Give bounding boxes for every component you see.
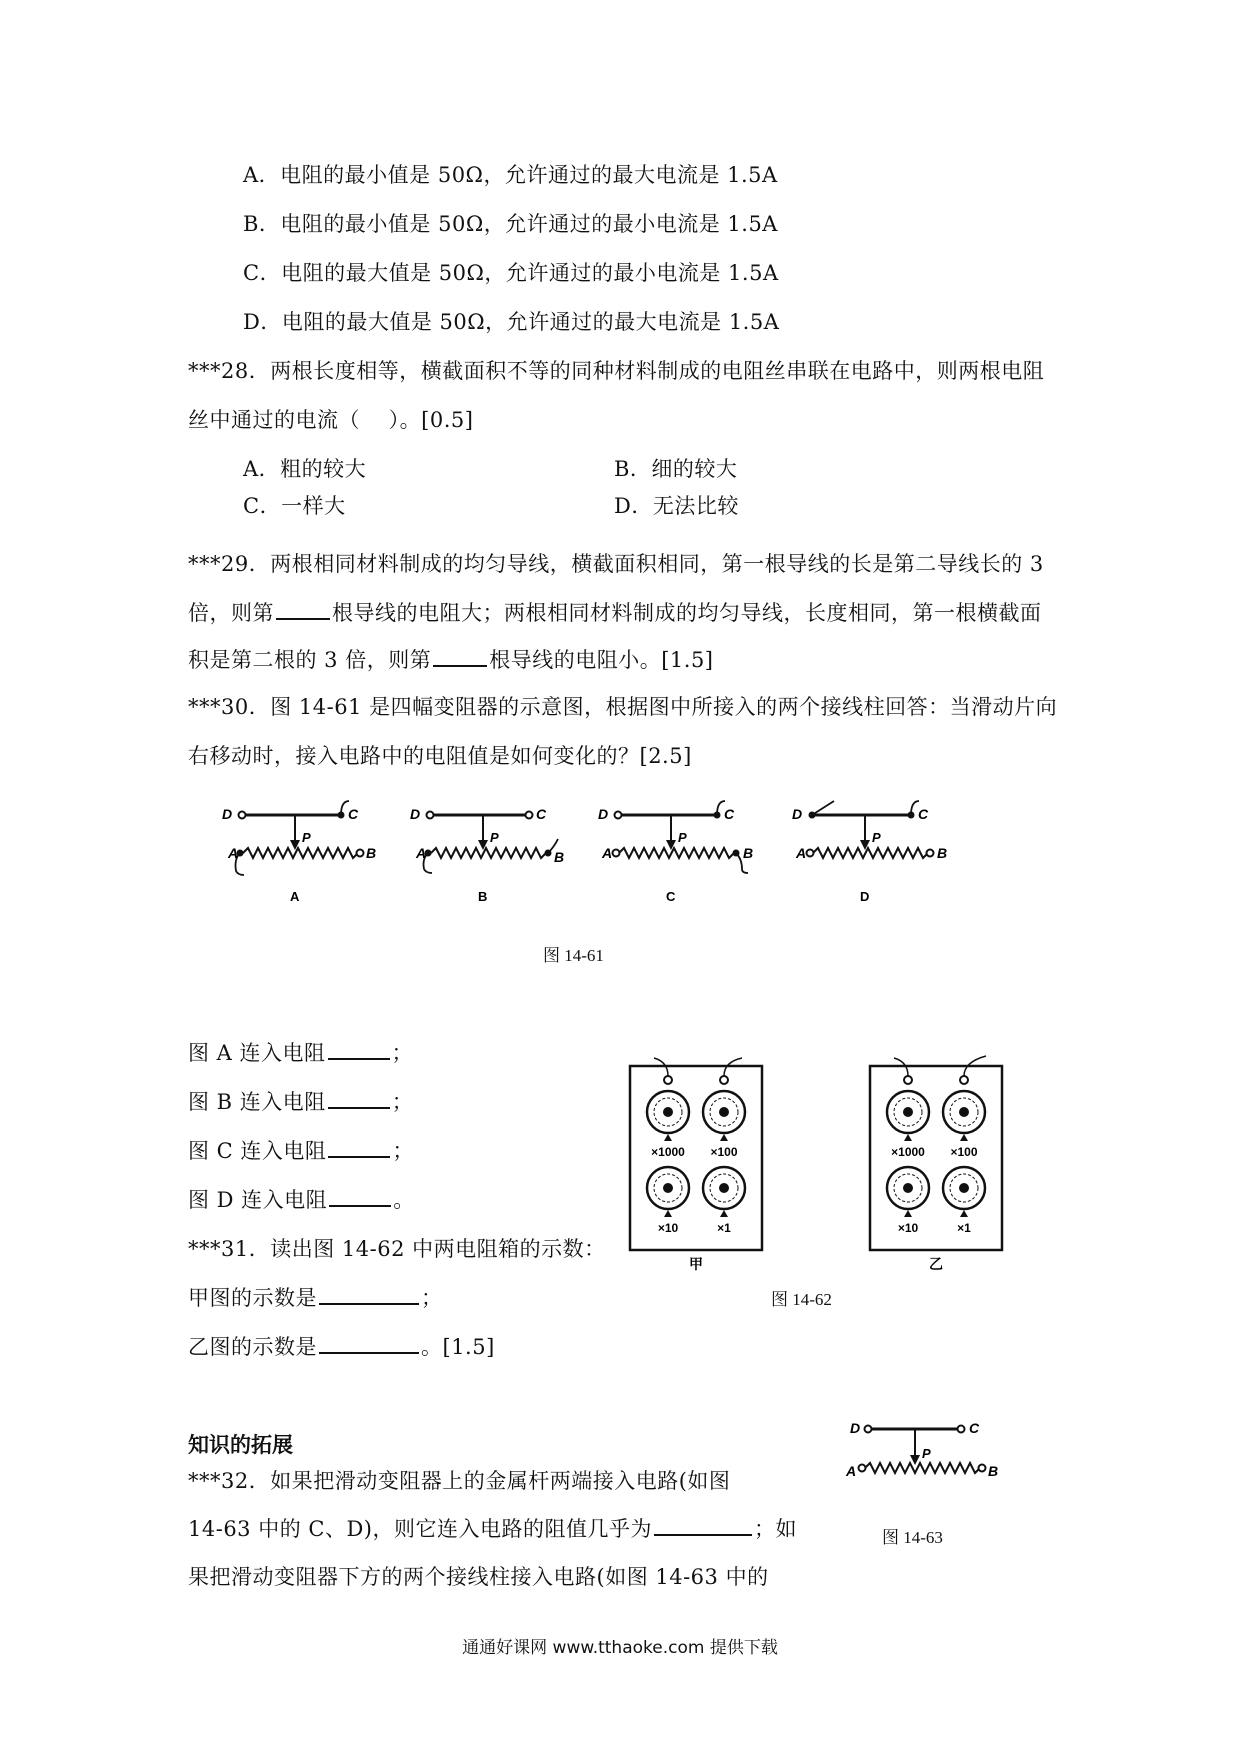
terminal-b-label: B xyxy=(743,845,754,861)
terminal-b-label: B xyxy=(988,1463,999,1479)
q29-line-2-end: 根导线的电阻大；两根相同材料制成的均匀导线，长度相同，第一根横截面 xyxy=(332,601,1042,625)
box-frame xyxy=(630,1066,762,1250)
terminal-a-label: A xyxy=(846,1463,857,1479)
rheostat-label: B xyxy=(478,889,488,904)
slider-p-label: P xyxy=(678,830,687,845)
dial-knob-icon xyxy=(959,1107,969,1117)
q28-option-a: A．粗的较大 xyxy=(243,457,367,481)
wire-d xyxy=(812,801,834,815)
box-frame xyxy=(870,1066,1002,1250)
terminal-b-icon xyxy=(979,1465,986,1472)
q30-line-2: 右移动时，接入电路中的电阻值是如何变化的？[2.5] xyxy=(188,744,692,768)
terminal-c-icon xyxy=(958,1426,965,1433)
dial-multiplier: ×10 xyxy=(897,1221,919,1235)
dial-multiplier: ×1 xyxy=(717,1221,731,1235)
q31-line-1: ***31．读出图 14-62 中两电阻箱的示数： xyxy=(188,1237,606,1261)
rheostat-d xyxy=(792,801,947,904)
slider-p-label: P xyxy=(872,830,881,845)
terminal-b-icon xyxy=(357,850,364,857)
dial-multiplier: ×1000 xyxy=(891,1145,925,1159)
terminal-c-label: C xyxy=(724,806,735,822)
q29-blank-1[interactable] xyxy=(276,598,330,620)
q31-yi-end: 。[1.5] xyxy=(421,1335,495,1359)
terminal-d-icon xyxy=(239,812,246,819)
dial-1000 xyxy=(887,1091,929,1159)
q32-blank[interactable] xyxy=(654,1514,752,1536)
q31-yi-label: 乙图的示数是 xyxy=(188,1335,317,1359)
rheostat-b xyxy=(410,806,564,904)
q27-option-c: C．电阻的最大值是 50Ω，允许通过的最小电流是 1.5A xyxy=(243,261,779,285)
q27-option-b: B．电阻的最小值是 50Ω，允许通过的最小电流是 1.5A xyxy=(243,212,778,236)
section-heading: 知识的拓展 xyxy=(188,1432,293,1457)
terminal-icon xyxy=(960,1076,968,1084)
rheostat-label: A xyxy=(290,889,300,904)
terminal-b-icon xyxy=(927,850,934,857)
rheostat-a xyxy=(222,801,376,904)
terminal-d-label: D xyxy=(222,806,233,822)
q29-line-1: ***29．两根相同材料制成的均匀导线，横截面积相同，第一根导线的长是第二导线长的 3 xyxy=(188,552,1044,576)
figure-14-62-caption: 图 14-62 xyxy=(771,1290,832,1309)
q30-line-1: ***30．图 14-61 是四幅变阻器的示意图，根据图中所接入的两个接线柱回答：当滑动片向 xyxy=(188,695,1058,719)
dial-knob-icon xyxy=(719,1183,729,1193)
rheostat-c xyxy=(598,801,753,904)
terminal-c-label: C xyxy=(969,1420,980,1436)
page-footer: 通通好课网 www.tthaoke.com 提供下载 xyxy=(462,1638,778,1658)
q28-option-d: D．无法比较 xyxy=(614,494,739,518)
q27-option-d: D．电阻的最大值是 50Ω，允许通过的最大电流是 1.5A xyxy=(243,310,780,334)
q30-blank-d[interactable] xyxy=(329,1185,391,1207)
dial-multiplier: ×1000 xyxy=(651,1145,685,1159)
q30-answer-a xyxy=(188,1038,413,1068)
q31-jia-label: 甲图的示数是 xyxy=(188,1286,317,1310)
dial-multiplier: ×100 xyxy=(950,1145,978,1159)
slider-p-label: P xyxy=(490,830,499,845)
terminal-a-label: A xyxy=(228,845,239,861)
box-label: 乙 xyxy=(929,1256,943,1272)
q29-line-3-start: 积是第二根的 3 倍，则第 xyxy=(188,648,432,672)
terminal-a-label: A xyxy=(602,845,613,861)
dial-knob-icon xyxy=(903,1183,913,1193)
terminal-a-icon xyxy=(613,850,620,857)
q31-blank-jia[interactable] xyxy=(319,1283,419,1305)
terminal-icon xyxy=(720,1076,728,1084)
terminal-b-label: B xyxy=(366,845,377,861)
terminal-a-label: A xyxy=(416,845,427,861)
q29-line-2-start: 倍，则第 xyxy=(188,601,274,625)
terminal-c-label: C xyxy=(536,806,547,822)
q30-blank-c[interactable] xyxy=(328,1136,390,1158)
slider-p-label: P xyxy=(922,1446,931,1461)
q30-answer-d-end: 。 xyxy=(393,1188,415,1212)
dial-knob-icon xyxy=(719,1107,729,1117)
figure-14-61-caption: 图 14-61 xyxy=(543,946,604,965)
q30-answer-b-end: ； xyxy=(391,1090,414,1114)
terminal-icon xyxy=(904,1076,912,1084)
dial-knob-icon xyxy=(959,1183,969,1193)
q30-answer-c-end: ； xyxy=(392,1139,414,1163)
q28-line-2: 丝中通过的电流（ ）。[0.5] xyxy=(188,408,474,432)
q30-answer-a-label: 图 A 连入电阻 xyxy=(188,1041,326,1065)
box-label: 甲 xyxy=(689,1256,703,1272)
q27-option-a: A．电阻的最小值是 50Ω，允许通过的最大电流是 1.5A xyxy=(243,163,778,187)
q32-line-3: 果把滑动变阻器下方的两个接线柱接入电路(如图 14-63 中的 xyxy=(188,1565,769,1589)
q32-line-2 xyxy=(188,1514,797,1544)
q31-yi-line xyxy=(188,1332,495,1362)
terminal-c-label: C xyxy=(918,806,929,822)
q32-line-2-start: 14-63 中的 C、D)，则它连入电路的阻值几乎为 xyxy=(188,1517,652,1541)
q32-line-2-end: ；如 xyxy=(754,1517,797,1541)
terminal-b-label: B xyxy=(554,849,565,865)
q29-blank-2[interactable] xyxy=(433,645,487,667)
q29-line-3 xyxy=(188,645,714,675)
resistance-coil xyxy=(431,848,546,858)
dial-knob-icon xyxy=(663,1107,673,1117)
q30-answer-c xyxy=(188,1136,414,1166)
dial-multiplier: ×1 xyxy=(957,1221,971,1235)
q28-line-1: ***28．两根长度相等，横截面积不等的同种材料制成的电阻丝串联在电路中，则两根电阻 xyxy=(188,359,1045,383)
dial-knob-icon xyxy=(663,1183,673,1193)
resistance-coil xyxy=(619,848,734,858)
terminal-a-label: A xyxy=(796,845,807,861)
q30-blank-b[interactable] xyxy=(328,1087,390,1109)
figure-14-63 xyxy=(840,1400,1010,1490)
figure-14-62 xyxy=(618,1050,1038,1275)
slider-p-label: P xyxy=(302,830,311,845)
q30-answer-a-end: ； xyxy=(391,1041,414,1065)
q31-jia-line xyxy=(188,1283,443,1313)
q30-answer-d-label: 图 D 连入电阻 xyxy=(188,1188,328,1212)
terminal-d-label: D xyxy=(598,806,609,822)
q28-option-c: C．一样大 xyxy=(243,494,346,518)
terminal-icon xyxy=(664,1076,672,1084)
dial-multiplier: ×100 xyxy=(710,1145,738,1159)
q32-line-1: ***32．如果把滑动变阻器上的金属杆两端接入电路(如图 xyxy=(188,1469,731,1493)
q30-answer-b-label: 图 B 连入电阻 xyxy=(188,1090,326,1114)
q30-answer-c-label: 图 C 连入电阻 xyxy=(188,1139,327,1163)
slider-arrow-icon xyxy=(910,1455,920,1465)
q30-answer-b xyxy=(188,1087,413,1117)
resistance-coil xyxy=(813,848,928,858)
terminal-d-icon xyxy=(427,812,434,819)
q31-blank-yi[interactable] xyxy=(319,1332,419,1354)
terminal-b-label: B xyxy=(937,845,948,861)
terminal-d-icon xyxy=(865,1426,872,1433)
terminal-c-icon xyxy=(526,812,533,819)
terminal-a-icon xyxy=(807,850,814,857)
figure-14-63-caption: 图 14-63 xyxy=(882,1528,943,1547)
q29-line-3-end: 根导线的电阻小。[1.5] xyxy=(489,648,714,672)
resistance-box-jia xyxy=(630,1058,762,1272)
terminal-d-label: D xyxy=(850,1420,861,1436)
terminal-d-icon xyxy=(615,812,622,819)
q31-jia-end: ； xyxy=(421,1286,443,1310)
terminal-d-label: D xyxy=(410,806,421,822)
q28-option-b: B．细的较大 xyxy=(614,457,738,481)
q29-line-2 xyxy=(188,598,1042,628)
figure-14-61 xyxy=(210,790,1000,920)
rheostat-label: D xyxy=(860,889,870,904)
resistance-coil xyxy=(865,1463,980,1473)
terminal-d-label: D xyxy=(792,806,803,822)
terminal-c-label: C xyxy=(348,806,359,822)
resistance-coil xyxy=(243,848,358,858)
dial-multiplier: ×10 xyxy=(657,1221,679,1235)
rheostat-label: C xyxy=(666,889,676,904)
terminal-a-icon xyxy=(859,1465,866,1472)
dial-1000 xyxy=(647,1091,689,1159)
q30-answer-d xyxy=(188,1185,415,1215)
resistance-box-yi xyxy=(870,1056,1002,1272)
q30-blank-a[interactable] xyxy=(328,1038,390,1060)
dial-knob-icon xyxy=(903,1107,913,1117)
